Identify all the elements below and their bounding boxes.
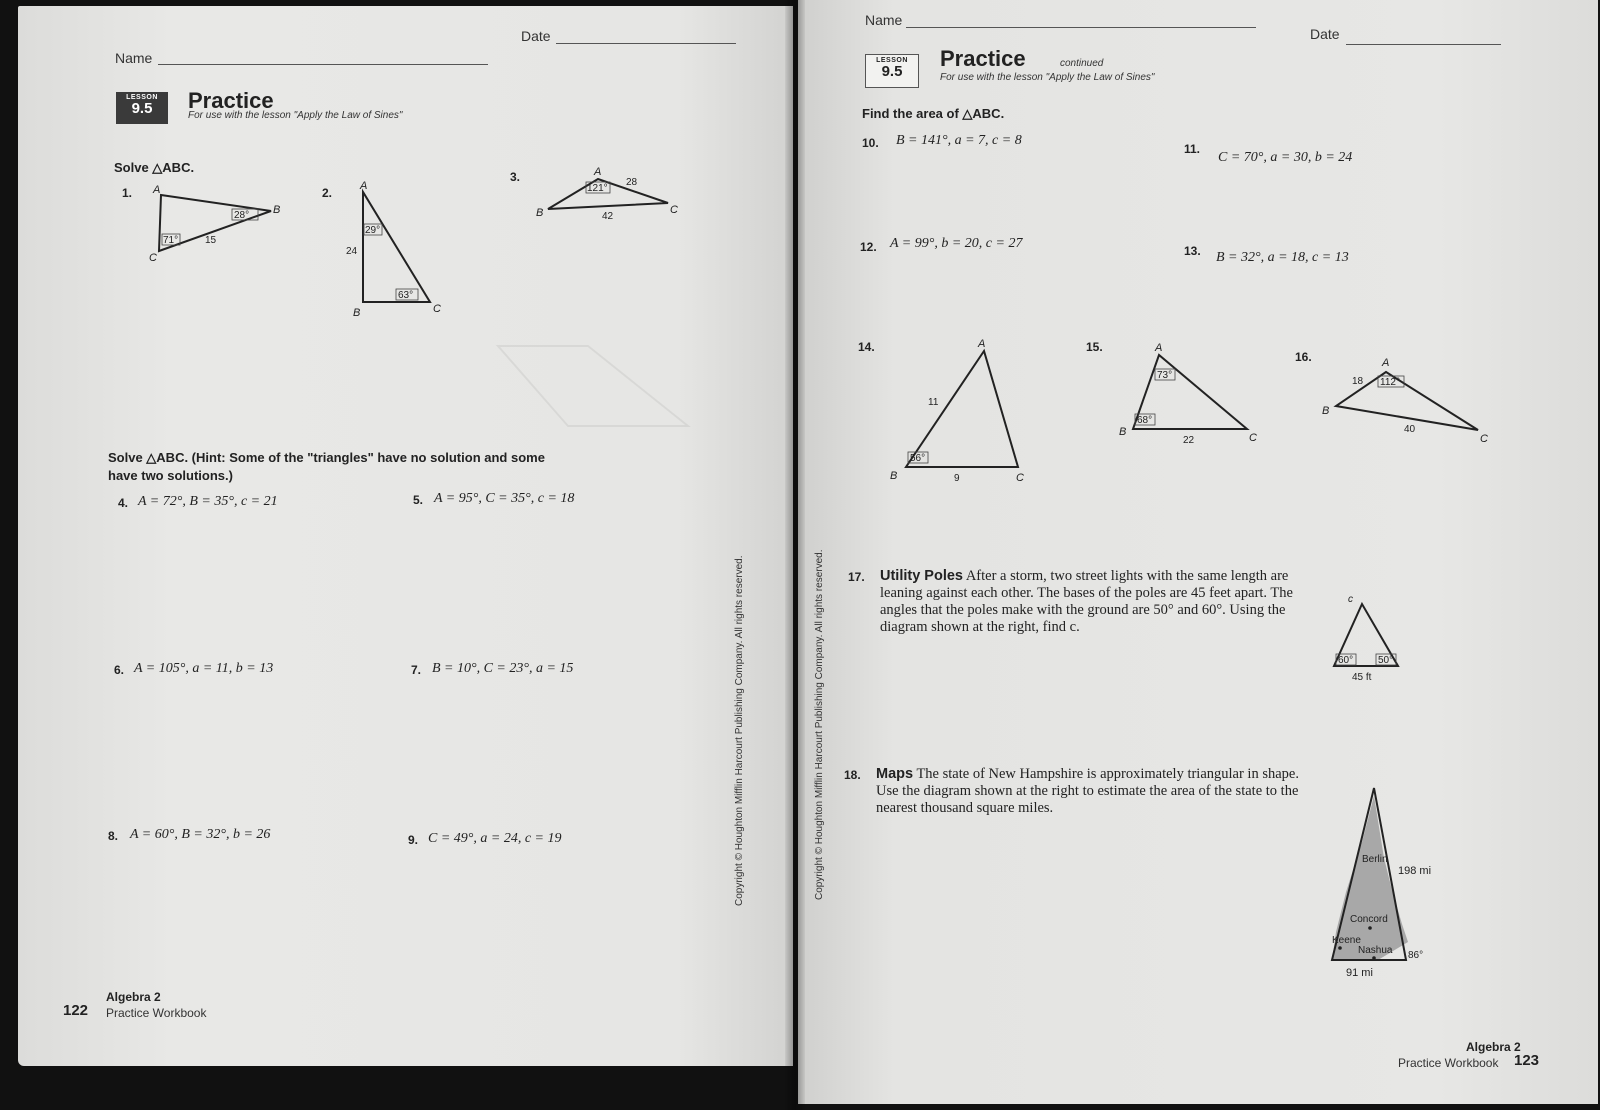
side-bottom-label: 9: [954, 473, 960, 484]
problem-15-number: 15.: [1086, 340, 1103, 354]
problem-10-number: 10.: [862, 136, 879, 150]
hint-line-1: Solve △ABC. (Hint: Some of the "triangles" have no solution and some: [108, 450, 545, 465]
angle-A-label: 112°: [1380, 377, 1400, 388]
book-spine: [785, 0, 805, 1110]
footer-title: Algebra 2: [106, 990, 161, 1004]
side-top-label: 28: [626, 177, 638, 188]
problem-6-number: 6.: [114, 663, 125, 677]
vertex-A: A: [1382, 357, 1390, 369]
side-bottom-label: 42: [602, 211, 614, 222]
angle-B-label: 56°: [910, 453, 926, 464]
angle-B-label: 68°: [1137, 415, 1153, 426]
footer-subtitle: Practice Workbook: [1398, 1056, 1499, 1070]
vertex-A: A: [360, 180, 368, 192]
side-left-label: 18: [1352, 376, 1364, 387]
label-keene: Keene: [1332, 935, 1361, 946]
problem-12-text: A = 99°, b = 20, c = 27: [890, 236, 1023, 251]
problem-5-number: 5.: [413, 493, 424, 507]
label-berlin: Berlin: [1362, 854, 1388, 865]
angle-C-label: 71°: [163, 235, 179, 246]
problem-17-title: Utility Poles: [880, 568, 963, 584]
label-concord: Concord: [1350, 914, 1388, 925]
show-through-figure: [488, 336, 708, 436]
vertex-B: B: [536, 207, 544, 219]
right-page: [798, 0, 1598, 1104]
vertex-A: A: [153, 184, 161, 196]
vertex-B: B: [353, 307, 361, 319]
problem-18-number: 18.: [844, 768, 861, 782]
angle-left-label: 60°: [1338, 655, 1354, 666]
angle-right-label: 50°: [1378, 655, 1394, 666]
vertex-B: B: [890, 470, 898, 482]
angle-A-label: 73°: [1157, 370, 1173, 381]
name-line: [158, 64, 488, 65]
vertex-A: A: [594, 166, 602, 178]
lesson-word: LESSON: [126, 94, 158, 101]
problem-6-text: A = 105°, a = 11, b = 13: [134, 661, 274, 676]
triangle-diagram-14: [886, 333, 1036, 488]
problem-14-number: 14.: [858, 340, 875, 354]
problem-8-number: 8.: [108, 829, 119, 843]
continued-label: continued: [1060, 58, 1104, 69]
triangle-diagram-16: [1318, 350, 1498, 450]
vertex-C: C: [433, 303, 441, 315]
problem-11-number: 11.: [1184, 142, 1201, 156]
problem-9-number: 9.: [408, 833, 419, 847]
angle-C-label: 63°: [398, 290, 414, 301]
solve-heading: Solve △ABC.: [114, 160, 195, 175]
page-subtitle: For use with the lesson "Apply the Law of Sines": [940, 72, 1155, 83]
base-label: 45 ft: [1352, 672, 1372, 683]
area-heading: Find the area of △ABC.: [862, 106, 1005, 121]
angle-A-label: 29°: [365, 225, 381, 236]
problem-4-number: 4.: [118, 496, 129, 510]
name-line: [906, 27, 1256, 28]
problem-4-text: A = 72°, B = 35°, c = 21: [138, 494, 278, 509]
vertex-B: B: [273, 204, 281, 216]
concord-dot: [1368, 926, 1372, 930]
page-number: 122: [63, 1002, 89, 1019]
footer-subtitle: Practice Workbook: [106, 1006, 207, 1020]
vertex-A: A: [1155, 342, 1163, 354]
footer-title: Algebra 2: [1466, 1040, 1521, 1054]
page-number: 123: [1514, 1052, 1540, 1069]
name-label: Name: [865, 12, 903, 28]
name-label: Name: [115, 50, 153, 66]
side-label: 24: [346, 246, 358, 257]
utility-poles-diagram: [1326, 588, 1426, 688]
copyright-left: Copyright © Houghton Mifflin Harcourt Publishing Company. All rights reserved.: [734, 555, 745, 906]
nashua-dot: [1372, 956, 1376, 960]
triangle-diagram-15: [1113, 337, 1263, 447]
vertex-C: C: [149, 252, 157, 264]
date-line: [556, 43, 736, 44]
label-198mi: 198 mi: [1398, 865, 1432, 877]
problem-18-text: [876, 766, 1306, 817]
problem-1-number: 1.: [122, 186, 133, 200]
vertex-C: C: [670, 204, 678, 216]
problem-10-text: B = 141°, a = 7, c = 8: [896, 133, 1022, 148]
angle-B-label: 28°: [234, 210, 250, 221]
copyright-right: Copyright © Houghton Mifflin Harcourt Publishing Company. All rights reserved.: [814, 549, 825, 900]
problem-17-number: 17.: [848, 570, 865, 584]
problem-7-number: 7.: [411, 663, 422, 677]
side-label: 15: [205, 235, 217, 246]
label-c: c: [1348, 594, 1353, 605]
keene-dot: [1338, 946, 1342, 950]
triangle-diagram-2: [338, 176, 448, 326]
problem-11-text: C = 70°, a = 30, b = 24: [1218, 150, 1353, 165]
left-page: [18, 6, 793, 1066]
lesson-badge: [865, 54, 919, 88]
side-bottom-label: 40: [1404, 424, 1416, 435]
page-subtitle: For use with the lesson "Apply the Law of Sines": [188, 110, 403, 121]
label-nashua: Nashua: [1358, 945, 1393, 956]
label-86-angle: 86°: [1408, 950, 1424, 961]
vertex-B: B: [1322, 405, 1330, 417]
vertex-B: B: [1119, 426, 1127, 438]
page-title: Practice: [188, 88, 274, 113]
problem-5-text: A = 95°, C = 35°, c = 18: [434, 491, 575, 506]
problem-18-body: The state of New Hampshire is approximately triangular in shape. Use the diagram shown at the right to estimate the area of the state to the nearest thousand square miles.: [876, 766, 1299, 816]
problem-13-number: 13.: [1184, 244, 1201, 258]
problem-9-text: C = 49°, a = 24, c = 19: [428, 831, 562, 846]
vertex-C: C: [1016, 472, 1024, 484]
vertex-C: C: [1480, 433, 1488, 445]
new-hampshire-map-diagram: [1318, 782, 1468, 997]
angle-A-label: 121°: [587, 183, 608, 194]
problem-12-number: 12.: [860, 240, 877, 254]
problem-3-number: 3.: [510, 170, 521, 184]
lesson-number: 9.5: [881, 63, 903, 80]
label-91mi: 91 mi: [1346, 967, 1373, 979]
vertex-C: C: [1249, 432, 1257, 444]
hint-line-2: have two solutions.): [108, 468, 233, 483]
problem-7-text: B = 10°, C = 23°, a = 15: [432, 661, 574, 676]
vertex-A: A: [978, 338, 986, 350]
date-line: [1346, 44, 1501, 45]
problem-17-body: After a storm, two street lights with the same length are leaning against each other. The bases of the poles are 45 feet apart. The angles that the poles make with the ground are 50° and 60°. Using the diagram shown at the right, find c.: [880, 568, 1293, 635]
side-bottom-label: 22: [1183, 435, 1195, 446]
problem-17-text: [880, 568, 1300, 636]
problem-13-text: B = 32°, a = 18, c = 13: [1216, 250, 1349, 265]
triangle-diagram-1: [143, 181, 283, 266]
problem-16-number: 16.: [1295, 350, 1312, 364]
date-label: Date: [1310, 26, 1340, 42]
page-title: Practice: [940, 46, 1026, 71]
lesson-number: 9.5: [131, 100, 153, 117]
lesson-word: LESSON: [876, 57, 908, 64]
date-label: Date: [521, 28, 551, 44]
side-left-label: 11: [928, 397, 939, 408]
problem-18-title: Maps: [876, 766, 914, 782]
problem-8-text: A = 60°, B = 32°, b = 26: [130, 827, 271, 842]
lesson-badge: [116, 92, 168, 124]
problem-2-number: 2.: [322, 186, 333, 200]
triangle-diagram-3: [528, 161, 688, 231]
